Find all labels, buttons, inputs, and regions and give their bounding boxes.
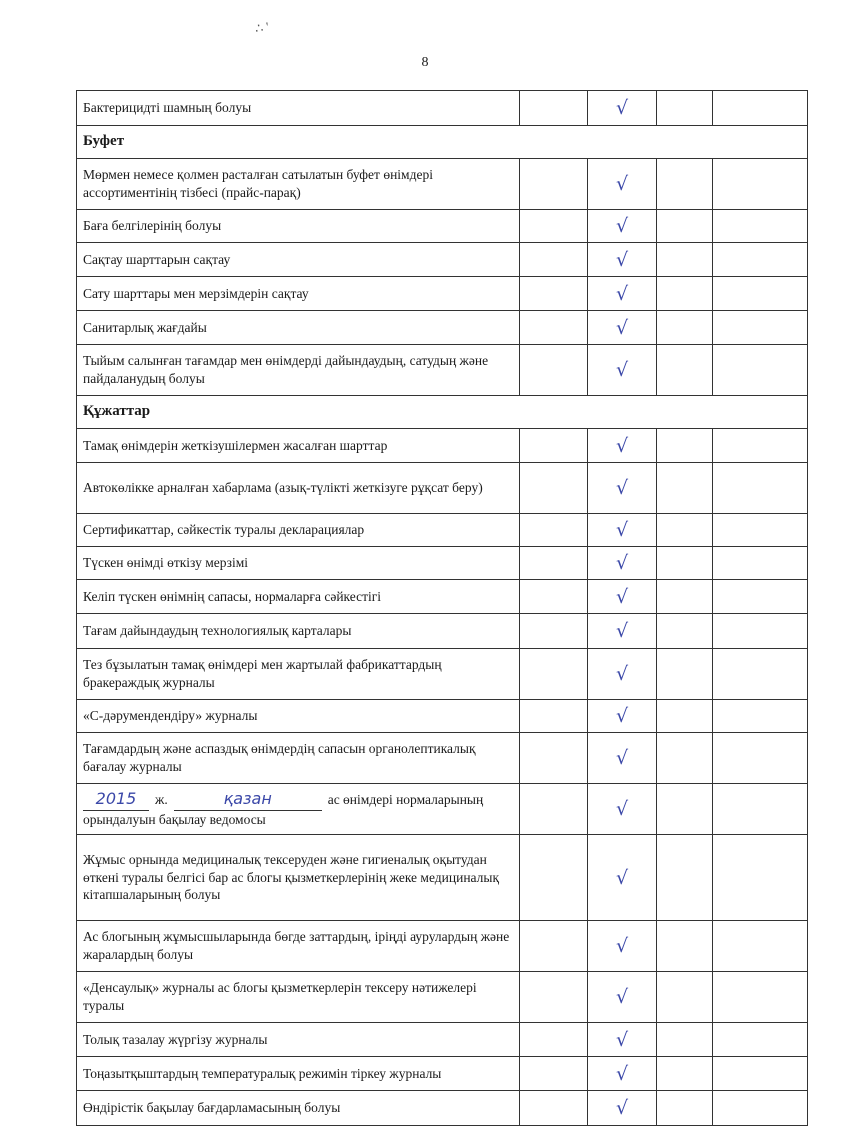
table-row xyxy=(76,91,808,126)
check-cell xyxy=(588,649,658,699)
empty-cell xyxy=(713,700,807,732)
table-row xyxy=(76,429,808,463)
item-label-rest: ас өнімдері нормаларының орындалуын бақылау ведомосы xyxy=(83,792,484,828)
empty-cell xyxy=(657,91,713,125)
checkmark-icon: √ xyxy=(615,747,629,769)
check-cell xyxy=(588,345,658,395)
empty-cell xyxy=(657,243,713,276)
empty-cell xyxy=(657,277,713,310)
empty-cell xyxy=(713,614,807,648)
empty-cell xyxy=(520,649,588,699)
checkmark-icon: √ xyxy=(615,1062,629,1085)
table-row xyxy=(76,1023,808,1057)
table-row xyxy=(76,547,808,580)
empty-cell xyxy=(713,159,807,209)
empty-cell xyxy=(657,921,713,971)
empty-cell xyxy=(713,1023,807,1056)
empty-cell xyxy=(657,514,713,546)
check-cell xyxy=(588,514,658,546)
checkmark-icon: √ xyxy=(615,1028,629,1051)
empty-cell xyxy=(520,921,588,971)
check-cell xyxy=(588,429,658,462)
check-cell xyxy=(588,91,658,125)
empty-cell xyxy=(520,91,588,125)
empty-cell xyxy=(657,1057,713,1090)
table-row xyxy=(76,733,808,784)
table-row xyxy=(76,311,808,345)
check-cell xyxy=(588,614,658,648)
empty-cell xyxy=(520,210,588,242)
table-row xyxy=(76,700,808,733)
table-row xyxy=(76,514,808,547)
checkmark-icon: √ xyxy=(615,316,629,339)
empty-cell xyxy=(657,210,713,242)
empty-cell xyxy=(520,784,588,834)
empty-cell xyxy=(657,311,713,344)
empty-cell xyxy=(713,311,807,344)
check-cell xyxy=(588,580,658,613)
empty-cell xyxy=(520,835,588,920)
empty-cell xyxy=(713,1091,807,1125)
check-cell xyxy=(588,921,658,971)
empty-cell xyxy=(657,784,713,834)
table-row xyxy=(76,649,808,700)
empty-cell xyxy=(713,514,807,546)
check-cell xyxy=(588,463,658,513)
empty-cell xyxy=(713,463,807,513)
checkmark-icon: √ xyxy=(615,477,629,499)
item-label: Бактерицидті шамның болуы xyxy=(77,91,520,125)
empty-cell xyxy=(713,1057,807,1090)
empty-cell xyxy=(520,580,588,613)
empty-cell xyxy=(520,733,588,783)
checkmark-icon: √ xyxy=(615,173,629,195)
empty-cell xyxy=(520,547,588,579)
empty-cell xyxy=(520,700,588,732)
item-label: Тағамдардың және аспаздық өнімдердің сапасын органолептикалық бағалау журналы xyxy=(77,733,520,783)
check-cell xyxy=(588,733,658,783)
empty-cell xyxy=(713,921,807,971)
checkmark-icon: √ xyxy=(615,620,629,642)
check-cell xyxy=(588,784,658,834)
item-label: Автокөлікке арналған хабарлама (азық-түлікті жеткізуге рұқсат беру) xyxy=(77,463,520,513)
empty-cell xyxy=(713,580,807,613)
table-row xyxy=(76,1091,808,1126)
section-header-row xyxy=(76,396,808,429)
check-cell xyxy=(588,311,658,344)
item-label: «С-дәрумендендіру» журналы xyxy=(77,700,520,732)
check-cell xyxy=(588,1057,658,1090)
check-cell xyxy=(588,1091,658,1125)
check-cell xyxy=(588,243,658,276)
empty-cell xyxy=(713,91,807,125)
checkmark-icon: √ xyxy=(615,552,629,574)
stray-pen-mark: ∴ ' xyxy=(253,18,270,37)
empty-cell xyxy=(713,345,807,395)
check-cell xyxy=(588,1023,658,1056)
item-label: Келіп түскен өнімнің сапасы, нормаларға сәйкестігі xyxy=(77,580,520,613)
empty-cell xyxy=(657,463,713,513)
check-cell xyxy=(588,547,658,579)
empty-cell xyxy=(713,547,807,579)
checkmark-icon: √ xyxy=(615,663,629,685)
empty-cell xyxy=(520,243,588,276)
empty-cell xyxy=(657,1091,713,1125)
checkmark-icon: √ xyxy=(615,935,629,957)
checklist-table xyxy=(76,90,808,1126)
empty-cell xyxy=(713,733,807,783)
empty-cell xyxy=(520,514,588,546)
section-header-row xyxy=(76,126,808,159)
empty-cell xyxy=(520,277,588,310)
empty-cell xyxy=(657,159,713,209)
item-label: Сақтау шарттарын сақтау xyxy=(77,243,520,276)
section-title: Буфет xyxy=(83,133,125,150)
empty-cell xyxy=(520,1091,588,1125)
empty-cell xyxy=(520,159,588,209)
item-label: Сату шарттары мен мерзімдерін сақтау xyxy=(77,277,520,310)
year-suffix: ж. xyxy=(155,792,168,808)
item-label: Баға белгілерінің болуы xyxy=(77,210,520,242)
item-label: Мөрмен немесе қолмен расталған сатылатын буфет өнімдері ассортиментінің тізбесі (прайс-парақ) xyxy=(77,159,520,209)
empty-cell xyxy=(657,1023,713,1056)
check-cell xyxy=(588,972,658,1022)
item-label: Жұмыс орнында медициналық тексеруден және гигиеналық оқытудан өткені туралы белгісі бар ас блогы қызметкерлерінің жеке медициналық кітапшаларының болуы xyxy=(77,835,520,920)
item-label: «Денсаулық» журналы ас блогы қызметкерлерін тексеру нәтижелері туралы xyxy=(77,972,520,1022)
checkmark-icon: √ xyxy=(615,705,629,727)
empty-cell xyxy=(520,1057,588,1090)
handwritten-month: қазан xyxy=(174,789,322,811)
table-row xyxy=(76,921,808,972)
item-label: Тыйым салынған тағамдар мен өнімдерді дайындаудың, сатудың және пайдаланудың болуы xyxy=(77,345,520,395)
item-label: Түскен өнімді өткізу мерзімі xyxy=(77,547,520,579)
empty-cell xyxy=(713,277,807,310)
checkmark-icon: √ xyxy=(615,248,629,271)
vedomost-item-text xyxy=(77,784,520,834)
check-cell xyxy=(588,159,658,209)
empty-cell xyxy=(520,345,588,395)
check-cell xyxy=(588,835,658,920)
empty-cell xyxy=(520,429,588,462)
empty-cell xyxy=(657,580,713,613)
empty-cell xyxy=(713,649,807,699)
table-row xyxy=(76,159,808,210)
empty-cell xyxy=(520,614,588,648)
checkmark-icon: √ xyxy=(615,1097,629,1119)
empty-cell xyxy=(657,700,713,732)
checkmark-icon: √ xyxy=(615,434,629,457)
table-row xyxy=(76,345,808,396)
handwritten-year: 2015 xyxy=(83,789,149,811)
checkmark-icon: √ xyxy=(615,215,629,237)
checkmark-icon: √ xyxy=(615,986,629,1008)
empty-cell xyxy=(713,972,807,1022)
checkmark-icon: √ xyxy=(615,866,629,889)
checkmark-icon: √ xyxy=(615,798,629,820)
empty-cell xyxy=(657,649,713,699)
item-label: Санитарлық жағдайы xyxy=(77,311,520,344)
empty-cell xyxy=(520,463,588,513)
empty-cell xyxy=(713,429,807,462)
empty-cell xyxy=(657,345,713,395)
empty-cell xyxy=(657,614,713,648)
item-label: Ас блогының жұмысшыларында бөгде заттардың, іріңді аурулардың және жаралардың болуы xyxy=(77,921,520,971)
checkmark-icon: √ xyxy=(615,282,629,305)
check-cell xyxy=(588,277,658,310)
table-row xyxy=(76,463,808,514)
item-label: Тоңазытқыштардың температуралық режимін тіркеу журналы xyxy=(77,1057,520,1090)
empty-cell xyxy=(520,972,588,1022)
item-label: Толық тазалау жүргізу журналы xyxy=(77,1023,520,1056)
empty-cell xyxy=(657,835,713,920)
item-label: Өндірістік бақылау бағдарламасының болуы xyxy=(77,1091,520,1125)
table-row xyxy=(76,972,808,1023)
empty-cell xyxy=(520,311,588,344)
checkmark-icon: √ xyxy=(615,97,629,119)
table-row xyxy=(76,614,808,649)
item-label: Тамақ өнімдерін жеткізушілермен жасалған шарттар xyxy=(77,429,520,462)
empty-cell xyxy=(657,429,713,462)
table-row xyxy=(76,1057,808,1091)
check-cell xyxy=(588,210,658,242)
checkmark-icon: √ xyxy=(615,359,629,381)
empty-cell xyxy=(713,835,807,920)
table-row xyxy=(76,835,808,921)
table-row xyxy=(76,243,808,277)
table-row xyxy=(76,210,808,243)
item-label: Сертификаттар, сәйкестік туралы декларациялар xyxy=(77,514,520,546)
empty-cell xyxy=(657,972,713,1022)
table-row xyxy=(76,580,808,614)
check-cell xyxy=(588,700,658,732)
empty-cell xyxy=(657,547,713,579)
table-row xyxy=(76,784,808,835)
item-label: Тез бұзылатын тамақ өнімдері мен жартылай фабрикаттардың бракераждық журналы xyxy=(77,649,520,699)
empty-cell xyxy=(657,733,713,783)
empty-cell xyxy=(520,1023,588,1056)
empty-cell xyxy=(713,243,807,276)
checkmark-icon: √ xyxy=(615,585,629,608)
item-label: Тағам дайындаудың технологиялық карталары xyxy=(77,614,520,648)
page-number: 8 xyxy=(421,55,429,70)
checkmark-icon: √ xyxy=(615,519,629,541)
table-row xyxy=(76,277,808,311)
empty-cell xyxy=(713,784,807,834)
empty-cell xyxy=(713,210,807,242)
section-title: Құжаттар xyxy=(83,403,151,420)
